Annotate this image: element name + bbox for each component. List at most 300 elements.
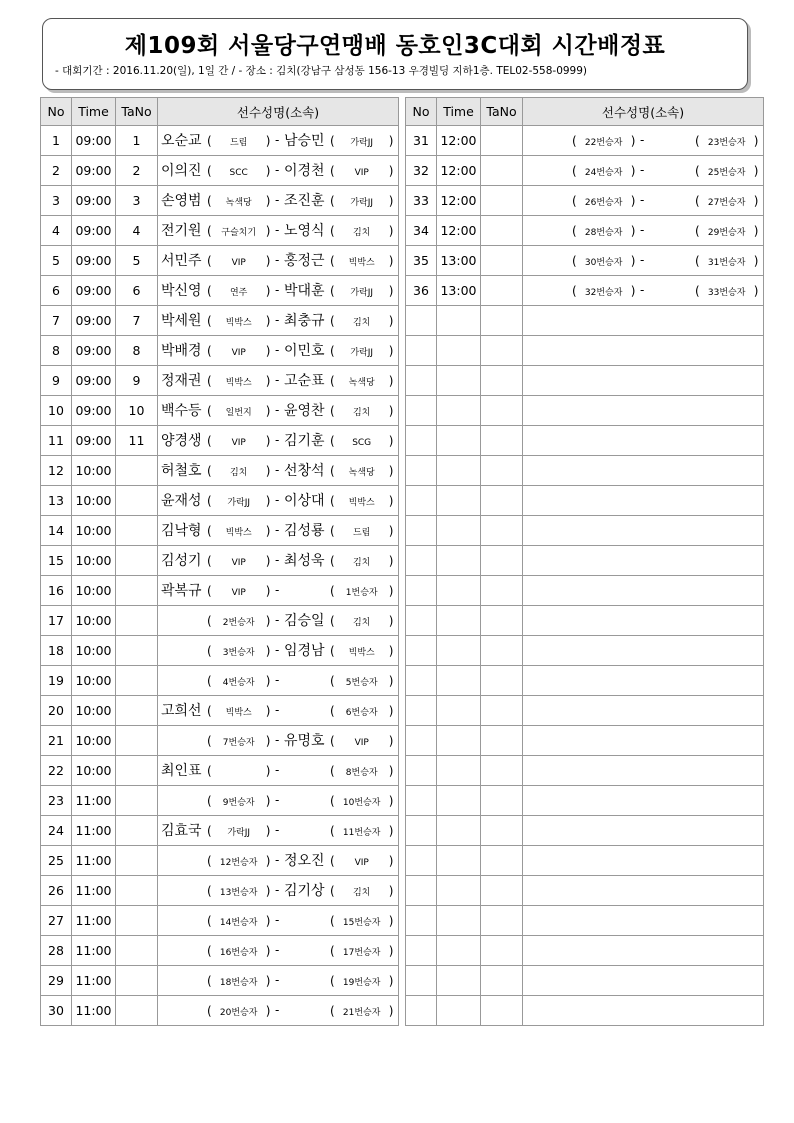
- table-row: [406, 126, 764, 156]
- empty-cell: [523, 336, 764, 366]
- cell-players: [158, 936, 399, 966]
- paren-close: ): [265, 764, 271, 778]
- paren-close: ): [265, 164, 271, 178]
- cell-no: 20: [41, 696, 72, 726]
- paren-close: ): [630, 194, 636, 208]
- player-2: [284, 336, 398, 365]
- cell-players: [158, 516, 399, 546]
- player-1-affiliation: 빅박스: [225, 318, 252, 328]
- paren-open: (: [207, 584, 212, 598]
- paren-open: (: [695, 284, 700, 298]
- cell-no: 25: [41, 846, 72, 876]
- table-row: [41, 756, 399, 786]
- cell-time: 11:00: [72, 846, 116, 876]
- paren-open: (: [330, 254, 335, 268]
- cell-tano: 5: [116, 246, 158, 276]
- empty-cell: [406, 456, 437, 486]
- paren-close: ): [630, 254, 636, 268]
- player-2-affiliation: 23번승자: [707, 138, 746, 148]
- player-1: [526, 216, 644, 245]
- empty-cell: [523, 306, 764, 336]
- player-1-affiliation: VIP: [231, 348, 246, 358]
- title-box: [42, 18, 748, 90]
- empty-row: [406, 636, 764, 666]
- player-2-name: 김승일: [284, 613, 325, 629]
- table-row: [41, 906, 399, 936]
- empty-cell: [406, 396, 437, 426]
- empty-cell: [523, 966, 764, 996]
- cell-time: 10:00: [72, 546, 116, 576]
- player-1-affiliation: 22번승자: [584, 138, 623, 148]
- paren-open: (: [330, 584, 335, 598]
- paren-close: ): [388, 884, 394, 898]
- cell-tano: [116, 786, 158, 816]
- cell-no: 13: [41, 486, 72, 516]
- paren-close: ): [388, 944, 394, 958]
- table-row: [41, 456, 399, 486]
- cell-players: [523, 276, 764, 306]
- cell-players: [158, 666, 399, 696]
- paren-open: (: [207, 884, 212, 898]
- empty-row: [406, 756, 764, 786]
- paren-open: (: [330, 224, 335, 238]
- table-row: [41, 996, 399, 1026]
- player-1: [161, 486, 279, 515]
- empty-row: [406, 486, 764, 516]
- versus-dash: -: [640, 193, 645, 207]
- cell-time: 09:00: [72, 126, 116, 156]
- paren-close: ): [265, 704, 271, 718]
- empty-cell: [406, 696, 437, 726]
- paren-close: ): [388, 764, 394, 778]
- paren-open: (: [695, 164, 700, 178]
- empty-cell: [437, 696, 481, 726]
- empty-cell: [437, 996, 481, 1026]
- player-2: [284, 156, 398, 185]
- player-1-name: 김성기: [161, 553, 202, 569]
- empty-cell: [437, 846, 481, 876]
- player-2-name: 홍정근: [284, 253, 325, 269]
- match-pair: [158, 456, 398, 485]
- empty-cell: [523, 786, 764, 816]
- cell-players: [158, 756, 399, 786]
- empty-cell: [406, 606, 437, 636]
- empty-cell: [481, 846, 523, 876]
- paren-open: (: [207, 494, 212, 508]
- player-1-name: 오순교: [161, 133, 202, 149]
- paren-open: (: [207, 344, 212, 358]
- cell-players: [158, 306, 399, 336]
- versus-dash: -: [640, 223, 645, 237]
- player-2-affiliation: 27번승자: [707, 198, 746, 208]
- player-2: [284, 666, 398, 695]
- empty-cell: [437, 666, 481, 696]
- cell-time: 12:00: [437, 186, 481, 216]
- player-1-name: 서민주: [161, 253, 202, 269]
- player-2: [284, 516, 398, 545]
- empty-cell: [523, 906, 764, 936]
- player-1: [161, 246, 279, 275]
- col-header-players: 선수성명(소속): [523, 98, 764, 126]
- player-2-affiliation: 29번승자: [707, 228, 746, 238]
- player-1-name: 김효국: [161, 823, 202, 839]
- empty-cell: [437, 426, 481, 456]
- match-pair: [158, 936, 398, 965]
- cell-players: [158, 486, 399, 516]
- schedule-table-right: [405, 97, 764, 1026]
- empty-row: [406, 546, 764, 576]
- player-1: [526, 156, 644, 185]
- empty-row: [406, 846, 764, 876]
- player-1-name: 곽복규: [161, 583, 202, 599]
- match-pair: [158, 126, 398, 155]
- cell-tano: [116, 936, 158, 966]
- empty-cell: [481, 516, 523, 546]
- paren-close: ): [265, 254, 271, 268]
- paren-open: (: [207, 674, 212, 688]
- paren-open: (: [330, 404, 335, 418]
- paren-open: (: [207, 164, 212, 178]
- cell-tano: [116, 906, 158, 936]
- player-1-affiliation: 빅박스: [225, 378, 252, 388]
- paren-close: ): [265, 1004, 271, 1018]
- versus-dash: -: [275, 943, 280, 957]
- match-pair: [158, 576, 398, 605]
- cell-time: 09:00: [72, 366, 116, 396]
- empty-cell: [406, 996, 437, 1026]
- cell-players: [523, 156, 764, 186]
- player-2-affiliation: 21번승자: [342, 1008, 381, 1018]
- cell-time: 09:00: [72, 306, 116, 336]
- match-pair: [523, 276, 763, 305]
- versus-dash: -: [275, 913, 280, 927]
- versus-dash: -: [275, 193, 280, 207]
- paren-close: ): [265, 884, 271, 898]
- match-pair: [158, 486, 398, 515]
- cell-players: [158, 726, 399, 756]
- paren-close: ): [388, 584, 394, 598]
- player-2-name: 김성룡: [284, 523, 325, 539]
- paren-open: (: [207, 824, 212, 838]
- versus-dash: -: [275, 343, 280, 357]
- cell-no: 11: [41, 426, 72, 456]
- paren-open: (: [572, 194, 577, 208]
- empty-cell: [406, 816, 437, 846]
- empty-row: [406, 426, 764, 456]
- table-row: [41, 636, 399, 666]
- match-pair: [158, 606, 398, 635]
- paren-open: (: [207, 704, 212, 718]
- player-2: [284, 996, 398, 1025]
- paren-open: (: [207, 554, 212, 568]
- empty-cell: [437, 756, 481, 786]
- player-1: [526, 276, 644, 305]
- empty-cell: [481, 816, 523, 846]
- paren-close: ): [753, 134, 759, 148]
- paren-close: ): [265, 344, 271, 358]
- player-2-affiliation: 10번승자: [342, 798, 381, 808]
- empty-cell: [406, 786, 437, 816]
- match-pair: [158, 156, 398, 185]
- table-row: [406, 186, 764, 216]
- cell-tano: [116, 996, 158, 1026]
- paren-open: (: [207, 914, 212, 928]
- player-1-affiliation: 32번승자: [584, 288, 623, 298]
- empty-cell: [406, 936, 437, 966]
- paren-open: (: [330, 644, 335, 658]
- empty-row: [406, 456, 764, 486]
- player-1: [161, 636, 279, 665]
- empty-cell: [523, 456, 764, 486]
- table-row: [41, 186, 399, 216]
- cell-time: 10:00: [72, 576, 116, 606]
- player-1-name: 백수등: [161, 403, 202, 419]
- versus-dash: -: [275, 433, 280, 447]
- match-pair: [158, 396, 398, 425]
- player-1: [161, 966, 279, 995]
- empty-cell: [406, 366, 437, 396]
- empty-cell: [437, 306, 481, 336]
- cell-tano: [481, 156, 523, 186]
- empty-cell: [437, 606, 481, 636]
- cell-tano: 8: [116, 336, 158, 366]
- table-row: [41, 816, 399, 846]
- player-1-name: 윤재성: [161, 493, 202, 509]
- col-header-no: No: [406, 98, 437, 126]
- player-2-name: 최충규: [284, 313, 325, 329]
- empty-cell: [406, 966, 437, 996]
- cell-tano: 4: [116, 216, 158, 246]
- event-info: - 대회기간 : 2016.11.20(일), 1일 간 / - 장소 : 김치(강남구 삼성동 156-13 우경빌딩 지하1층. TEL02-558-0999): [55, 65, 588, 77]
- player-1: [161, 396, 279, 425]
- empty-row: [406, 816, 764, 846]
- player-1: [161, 606, 279, 635]
- match-pair: [158, 966, 398, 995]
- empty-cell: [523, 516, 764, 546]
- cell-players: [523, 186, 764, 216]
- empty-cell: [481, 966, 523, 996]
- cell-tano: 10: [116, 396, 158, 426]
- table-row: [41, 366, 399, 396]
- paren-close: ): [265, 824, 271, 838]
- paren-open: (: [572, 284, 577, 298]
- versus-dash: -: [275, 883, 280, 897]
- player-1-name: 박세원: [161, 313, 202, 329]
- cell-no: 23: [41, 786, 72, 816]
- player-1-name: 박배경: [161, 343, 202, 359]
- paren-open: (: [330, 794, 335, 808]
- paren-open: (: [330, 194, 335, 208]
- empty-row: [406, 576, 764, 606]
- player-2: [284, 606, 398, 635]
- player-2-name: 임경남: [284, 643, 325, 659]
- cell-tano: [116, 576, 158, 606]
- player-2: [649, 216, 763, 245]
- cell-tano: [481, 246, 523, 276]
- table-row: [406, 156, 764, 186]
- empty-cell: [523, 636, 764, 666]
- cell-no: 36: [406, 276, 437, 306]
- player-2: [284, 696, 398, 725]
- player-1-affiliation: 13번승자: [219, 888, 258, 898]
- empty-row: [406, 336, 764, 366]
- cell-players: [158, 456, 399, 486]
- cell-players: [158, 366, 399, 396]
- cell-time: 10:00: [72, 636, 116, 666]
- col-header-no: No: [41, 98, 72, 126]
- empty-cell: [523, 366, 764, 396]
- empty-cell: [523, 486, 764, 516]
- empty-cell: [437, 786, 481, 816]
- player-1-name: 최인표: [161, 763, 202, 779]
- empty-row: [406, 606, 764, 636]
- player-1: [161, 576, 279, 605]
- versus-dash: -: [275, 733, 280, 747]
- cell-players: [158, 906, 399, 936]
- cell-players: [158, 546, 399, 576]
- cell-players: [523, 246, 764, 276]
- cell-no: 3: [41, 186, 72, 216]
- player-2-name: 선창석: [284, 463, 325, 479]
- paren-open: (: [695, 224, 700, 238]
- cell-players: [158, 246, 399, 276]
- cell-time: 09:00: [72, 336, 116, 366]
- paren-close: ): [265, 434, 271, 448]
- player-2: [284, 936, 398, 965]
- player-2-affiliation: 31번승자: [707, 258, 746, 268]
- empty-row: [406, 966, 764, 996]
- player-2: [284, 486, 398, 515]
- empty-cell: [523, 546, 764, 576]
- player-1: [161, 456, 279, 485]
- player-2-name: 조진훈: [284, 193, 325, 209]
- cell-players: [158, 426, 399, 456]
- paren-open: (: [330, 554, 335, 568]
- player-1-affiliation: 26번승자: [584, 198, 623, 208]
- cell-players: [158, 816, 399, 846]
- empty-cell: [437, 546, 481, 576]
- table-row: [41, 246, 399, 276]
- match-pair: [158, 696, 398, 725]
- paren-close: ): [265, 974, 271, 988]
- player-1: [161, 216, 279, 245]
- cell-no: 12: [41, 456, 72, 486]
- empty-cell: [481, 786, 523, 816]
- paren-open: (: [330, 524, 335, 538]
- player-1-affiliation: 12번승자: [219, 858, 258, 868]
- cell-tano: [116, 486, 158, 516]
- versus-dash: -: [640, 253, 645, 267]
- player-1-name: 박신영: [161, 283, 202, 299]
- player-2-affiliation: 김치: [352, 558, 371, 568]
- empty-cell: [406, 846, 437, 876]
- player-2: [284, 216, 398, 245]
- player-2-affiliation: 빅박스: [348, 258, 375, 268]
- cell-time: 10:00: [72, 486, 116, 516]
- empty-cell: [481, 756, 523, 786]
- cell-players: [158, 156, 399, 186]
- cell-time: 09:00: [72, 426, 116, 456]
- cell-no: 10: [41, 396, 72, 426]
- table-row: [41, 426, 399, 456]
- player-2-affiliation: 가락JJ: [350, 198, 374, 208]
- empty-cell: [437, 876, 481, 906]
- cell-no: 24: [41, 816, 72, 846]
- player-1: [161, 726, 279, 755]
- cell-no: 18: [41, 636, 72, 666]
- cell-players: [158, 336, 399, 366]
- cell-no: 26: [41, 876, 72, 906]
- empty-row: [406, 306, 764, 336]
- player-1: [161, 786, 279, 815]
- empty-cell: [523, 576, 764, 606]
- table-row: [41, 876, 399, 906]
- empty-cell: [437, 576, 481, 606]
- paren-open: (: [572, 224, 577, 238]
- player-2-affiliation: 드림: [352, 528, 371, 538]
- player-1-affiliation: 16번승자: [219, 948, 258, 958]
- cell-time: 10:00: [72, 456, 116, 486]
- player-2-name: 윤영찬: [284, 403, 325, 419]
- player-2-name: 노영식: [284, 223, 325, 239]
- empty-cell: [523, 756, 764, 786]
- cell-no: 28: [41, 936, 72, 966]
- player-2-affiliation: 가락JJ: [350, 288, 374, 298]
- match-pair: [158, 366, 398, 395]
- player-2-affiliation: SCG: [352, 438, 372, 448]
- empty-cell: [523, 816, 764, 846]
- player-2-affiliation: 김치: [352, 408, 371, 418]
- player-2-affiliation: 김치: [352, 228, 371, 238]
- empty-cell: [481, 546, 523, 576]
- empty-cell: [437, 366, 481, 396]
- empty-row: [406, 366, 764, 396]
- cell-tano: [116, 546, 158, 576]
- player-1-name: 손영범: [161, 193, 202, 209]
- col-header-players: 선수성명(소속): [158, 98, 399, 126]
- table-row: [406, 216, 764, 246]
- cell-time: 09:00: [72, 276, 116, 306]
- paren-close: ): [265, 644, 271, 658]
- player-2: [284, 636, 398, 665]
- versus-dash: -: [275, 403, 280, 417]
- match-pair: [158, 546, 398, 575]
- player-2-affiliation: 1번승자: [345, 588, 378, 598]
- versus-dash: -: [275, 373, 280, 387]
- cell-tano: [116, 636, 158, 666]
- paren-open: (: [207, 524, 212, 538]
- player-1-name: 이의진: [161, 163, 202, 179]
- player-1-affiliation: VIP: [231, 258, 246, 268]
- paren-close: ): [265, 674, 271, 688]
- player-2-affiliation: VIP: [354, 858, 369, 868]
- empty-cell: [523, 426, 764, 456]
- cell-no: 1: [41, 126, 72, 156]
- paren-open: (: [330, 164, 335, 178]
- match-pair: [158, 336, 398, 365]
- empty-row: [406, 936, 764, 966]
- cell-players: [158, 606, 399, 636]
- cell-players: [158, 216, 399, 246]
- player-2-name: 이상대: [284, 493, 325, 509]
- header-row: [406, 98, 764, 126]
- paren-open: (: [330, 464, 335, 478]
- cell-tano: [116, 726, 158, 756]
- paren-open: (: [330, 344, 335, 358]
- player-2: [284, 366, 398, 395]
- match-pair: [158, 996, 398, 1025]
- paren-open: (: [207, 374, 212, 388]
